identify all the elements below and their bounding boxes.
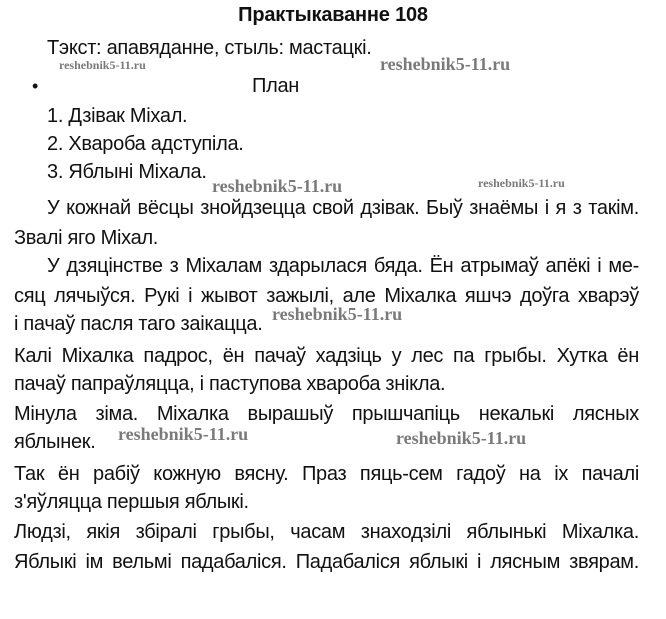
watermark: reshebnik5-11.ru [59,58,146,72]
text-line-3: У дзяцінстве з Міхалам здарылася бяда. Ён атрымаў апёкі і ме- [47,255,639,277]
watermark: reshebnik5-11.ru [380,54,511,74]
text-line-5: і пачаў пасля таго заікацца. [14,313,263,335]
text-line-13: Яблыкі ім вельмі падабаліся. Падабаліся яблыкі і лясным звярам. [14,551,639,573]
text-type-style-line: Тэкст: апавяданне, стыль: мастацкі. [47,37,372,59]
plan-heading: План [252,75,300,97]
plan-item-1: 1. Дзівак Міхал. [47,105,188,127]
text-line-10: Так ён рабіў кожную вясну. Праз пяць-сем гадоў на іх пачалі [14,463,639,485]
text-line-11: з'яўляцца першыя яблыкі. [14,491,249,513]
plan-item-2: 2. Хвароба адступіла. [47,133,244,155]
text-line-9: яблынек. [14,431,96,453]
watermark: reshebnik5-11.ru [272,304,403,324]
text-line-8: Мінула зіма. Міхалка вырашыў прышчапіць некалькі лясных [14,403,639,425]
bullet-marker: • [32,76,39,96]
watermark: reshebnik5-11.ru [212,176,343,196]
text-line-1: У кожнай вёсцы знойдзецца свой дзівак. Быў знаёмы і я з такім. [47,197,639,219]
watermark: reshebnik5-11.ru [118,424,249,444]
text-line-4: сяц лячыўся. Рукі і жывот зажылі, але Міхалка яшчэ доўга хварэў [14,285,639,307]
watermark: reshebnik5-11.ru [478,176,565,190]
text-line-12: Людзі, якія збіралі грыбы, часам знаходзілі яблынькі Міхалка. [14,521,639,543]
text-line-7: пачаў папраўляцца, і паступова хвароба знікла. [14,373,446,395]
watermark: reshebnik5-11.ru [396,428,527,448]
plan-item-3: 3. Яблыні Міхала. [47,161,207,183]
text-line-6: Калі Міхалка падрос, ён пачаў хадзіць у лес па грыбы. Хутка ён [14,345,639,367]
exercise-title: Практыкаванне 108 [238,4,428,26]
text-line-2: Звалі яго Міхал. [14,227,159,249]
